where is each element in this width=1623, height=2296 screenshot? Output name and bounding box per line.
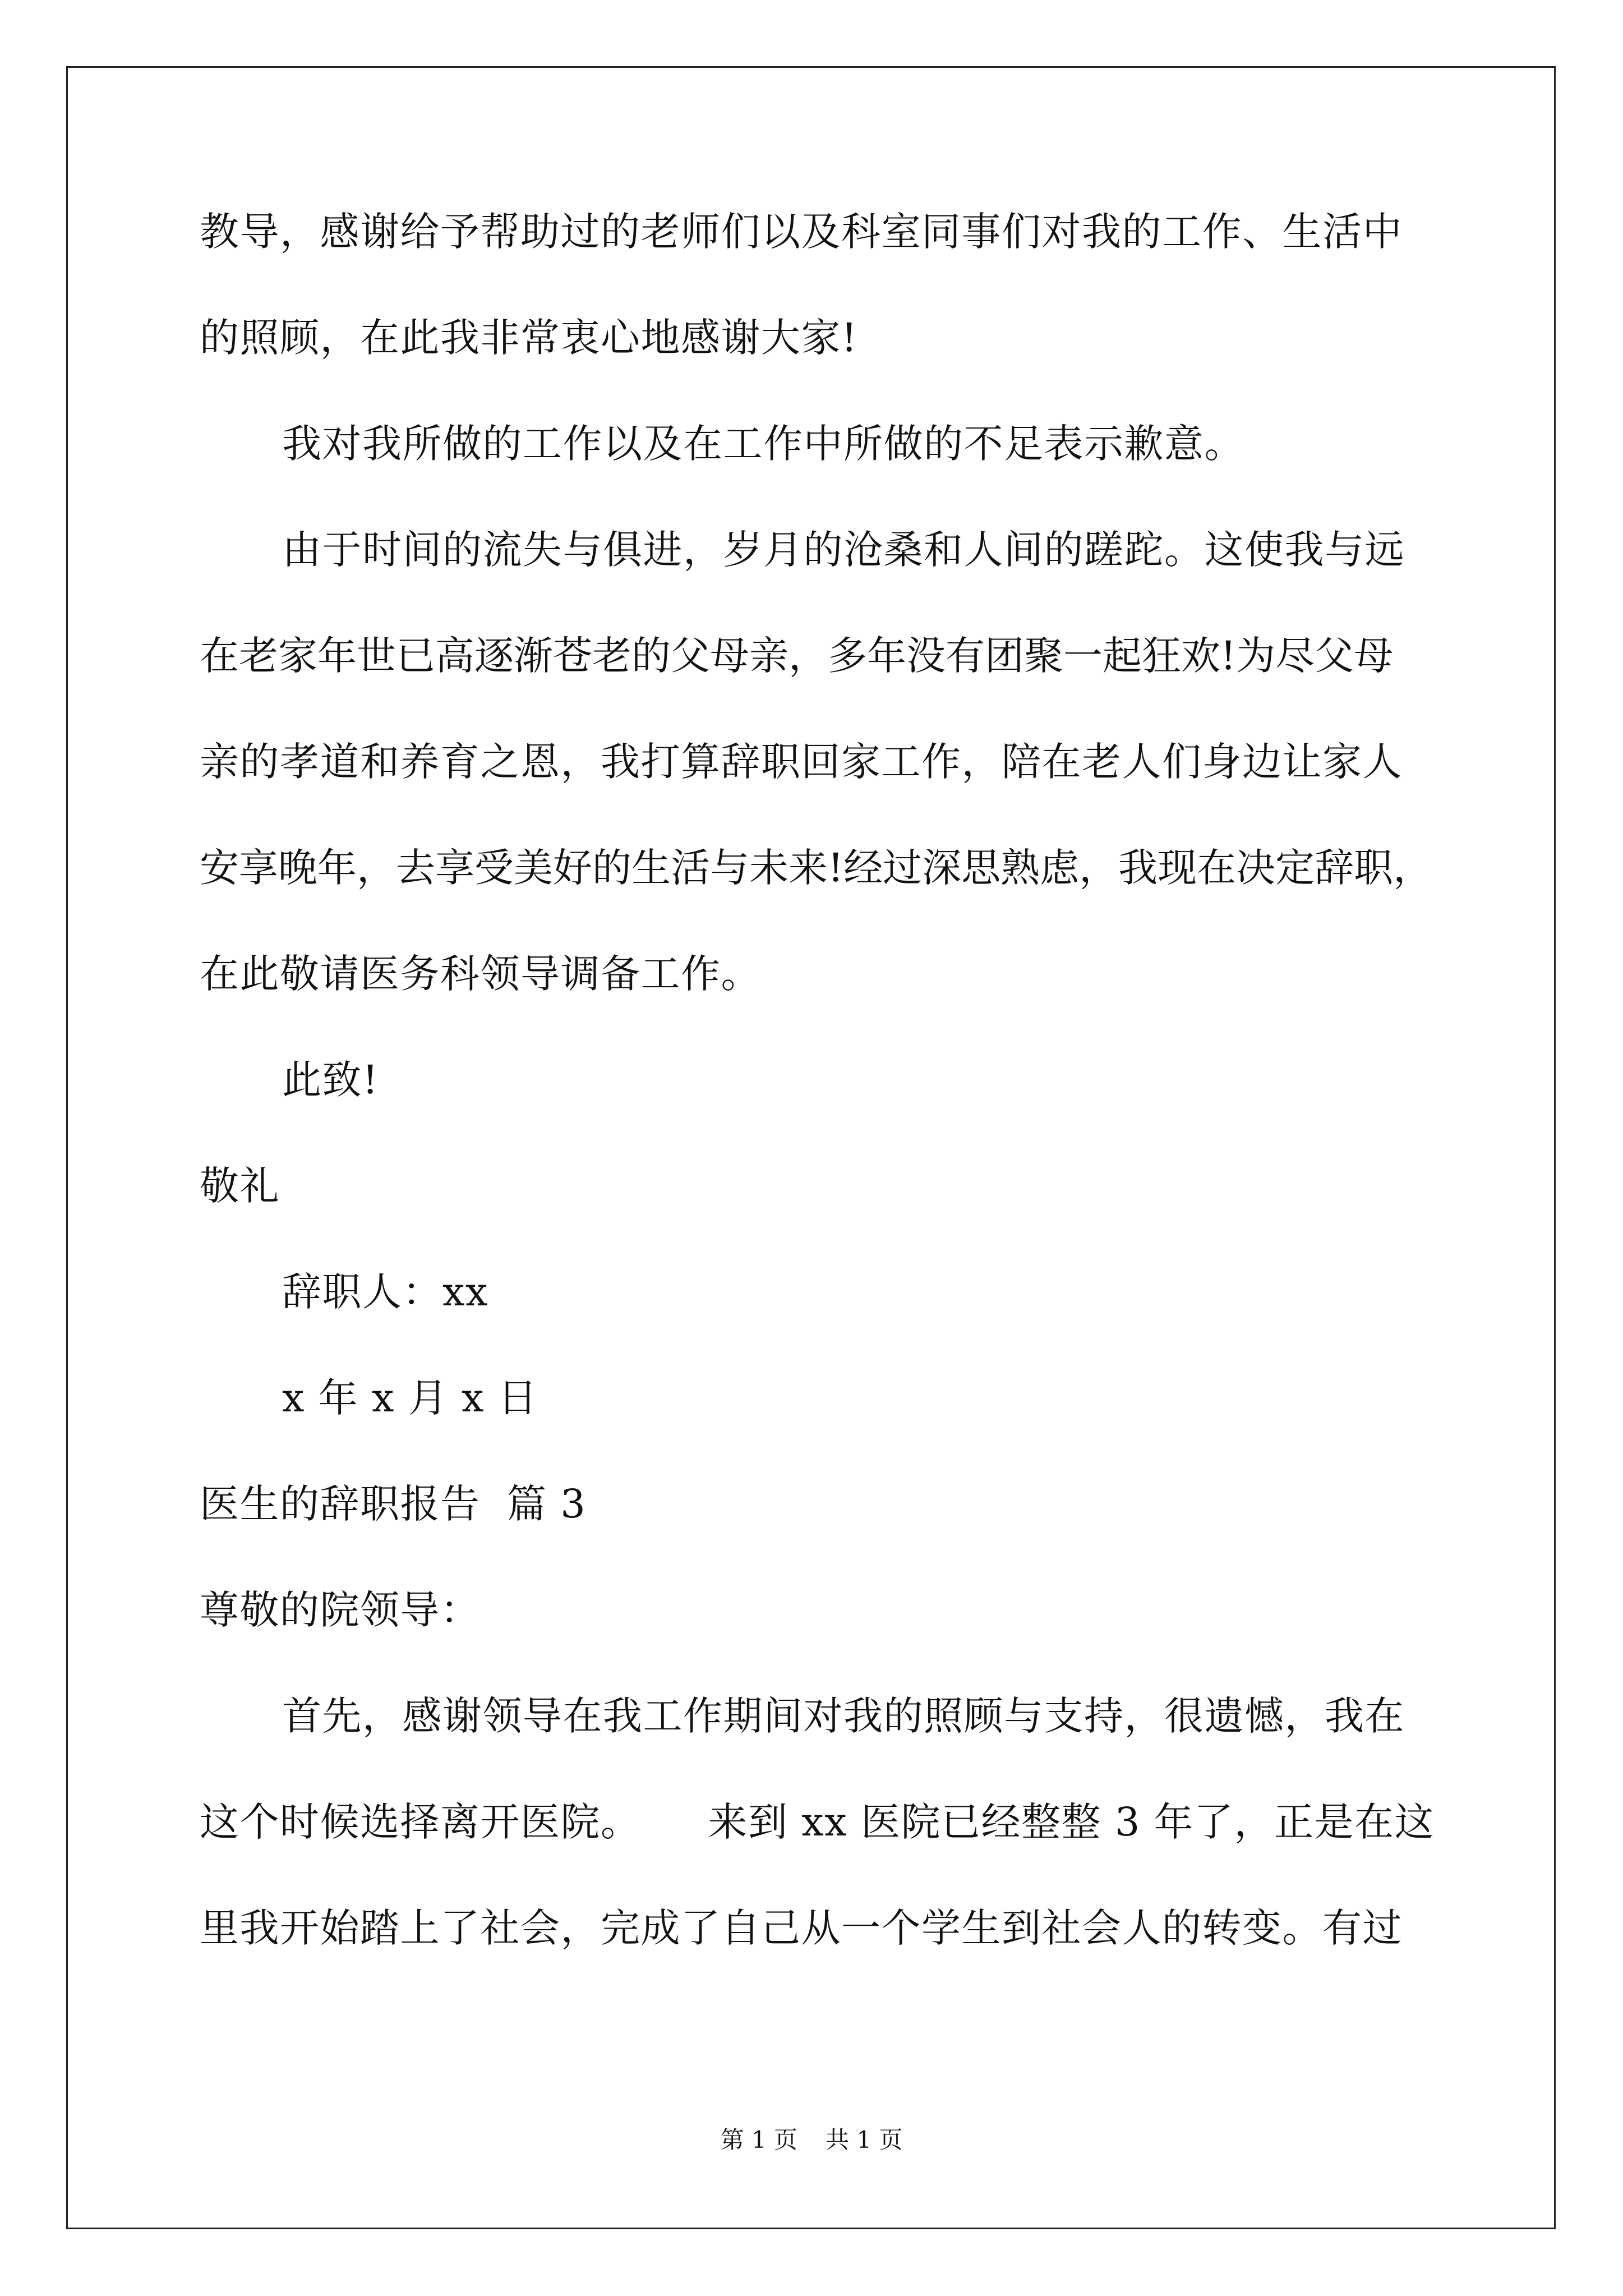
section-heading: 医生的辞职报告 篇 3	[200, 1481, 587, 1527]
document-body	[200, 205, 1433, 2007]
page-footer	[0, 2124, 1623, 2156]
paragraph-line: 在此敬请医务科领导调备工作。	[200, 951, 761, 997]
paragraph-line: 里我开始踏上了社会，完成了自己从一个学生到社会人的转变。有过	[200, 1905, 1403, 1951]
paragraph-line-split	[200, 1795, 1433, 1849]
paragraph-line: 亲的孝道和养育之恩，我打算辞职回家工作，陪在老人们身边让家人	[200, 739, 1403, 785]
closing-regards: 敬礼	[200, 1163, 280, 1209]
page-total: 共 1 页	[826, 2126, 903, 2154]
paragraph-line: 教导，感谢给予帮助过的老师们以及科室同事们对我的工作、生活中	[200, 209, 1403, 255]
paragraph-line: 在老家年世已高逐渐苍老的父母亲，多年没有团聚一起狂欢!为尽父母	[200, 633, 1394, 679]
signature-name: 辞职人：xx	[282, 1269, 488, 1315]
paragraph-line: 由于时间的流失与俱进，岁月的沧桑和人间的蹉跎。这使我与远	[282, 527, 1405, 573]
closing-salutation: 此致!	[282, 1057, 379, 1103]
split-line-right: 来到 xx 医院已经整整 3 年了，正是在这	[708, 1799, 1435, 1845]
paragraph-line: 安享晚年，去享受美好的生活与未来!经过深思熟虑，我现在决定辞职，	[200, 845, 1433, 891]
letter-greeting: 尊敬的院领导：	[200, 1587, 481, 1633]
paragraph-line: 的照顾，在此我非常衷心地感谢大家!	[200, 315, 858, 361]
split-line-left: 这个时候选择离开医院。	[200, 1799, 641, 1845]
page-number: 第 1 页	[720, 2126, 797, 2154]
paragraph-line: 首先，感谢领导在我工作期间对我的照顾与支持，很遗憾，我在	[282, 1693, 1405, 1739]
paragraph-line: 我对我所做的工作以及在工作中所做的不足表示歉意。	[282, 421, 1244, 467]
signature-date: x 年 x 月 x 日	[282, 1375, 538, 1421]
